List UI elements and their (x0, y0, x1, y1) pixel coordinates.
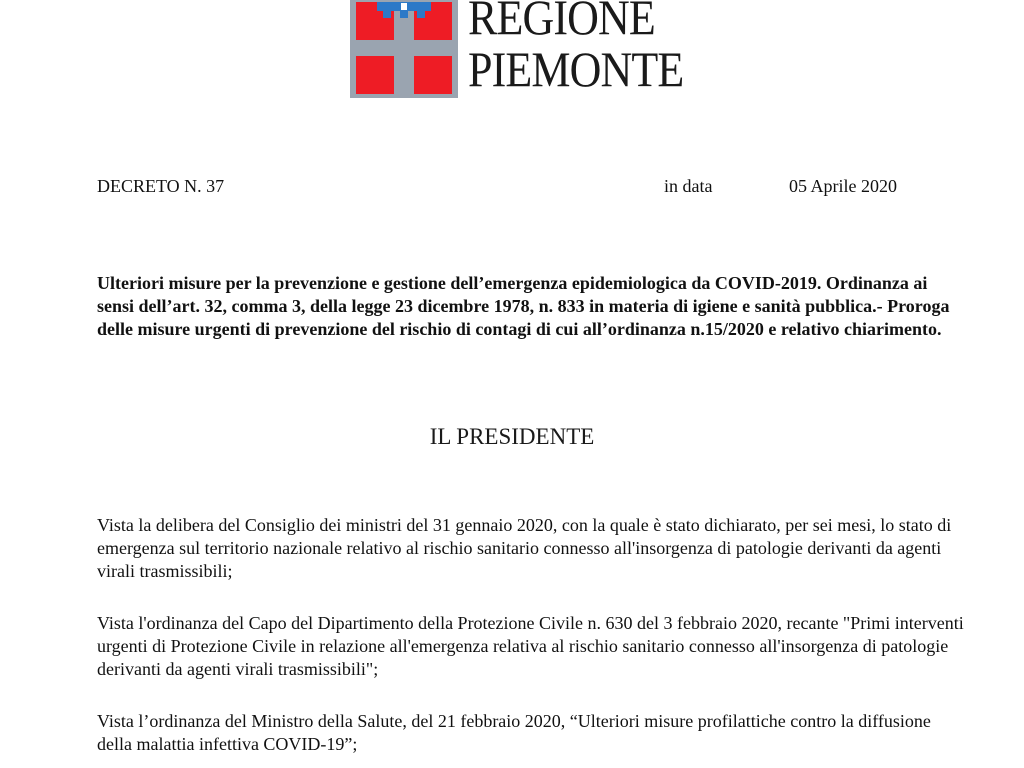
crest-icon (375, 0, 433, 20)
logo-line-piemonte: PIEMONTE (468, 41, 684, 97)
piemonte-emblem (350, 0, 458, 98)
decree-number: DECRETO N. 37 (97, 176, 225, 196)
paragraph-ordinanza-protezione-civile: Vista l'ordinanza del Capo del Dipartimento della Protezione Civile n. 630 del 3 febbraio 2020, recante "Primi interventi urgenti di Protezione Civile in relazione all'emergenza relativa al rischio sanitario connesso all'insorgenza di patologie derivanti da agenti virali trasmissibili"; (97, 613, 964, 679)
section-heading: IL PRESIDENTE (429, 424, 595, 449)
paragraph-ordinanza-ministro: Vista l’ordinanza del Ministro della Salute, del 21 febbraio 2020, “Ulteriori misure profilattiche contro la diffusione della malattia infettiva COVID-19”; (97, 711, 931, 754)
decree-header (97, 176, 927, 200)
emblem-square-bottom-left (356, 56, 394, 94)
decree-date: 05 Aprile 2020 (789, 176, 897, 196)
emblem-square-bottom-right (414, 56, 452, 94)
regione-piemonte-logo (350, 0, 706, 98)
decree-subject: Ulteriori misure per la prevenzione e gestione dell’emergenza epidemiologica da COVID-2019. Ordinanza ai sensi dell’art. 32, comma 3, della legge 23 dicembre 1978, n. 833 in materia di igiene e sanità pubblica.- Proroga delle misure urgenti di prevenzione del rischio di contagi di cui all’ordinanza n.15/2020 e relativo chiarimento. (97, 273, 950, 339)
paragraph-delibera: Vista la delibera del Consiglio dei ministri del 31 gennaio 2020, con la quale è stato dichiarato, per sei mesi, lo stato di emergenza sul territorio nazionale relativo al rischio sanitario connesso all'insorgenza di patologie derivanti da agenti virali trasmissibili; (97, 515, 952, 581)
logo-line-regione: REGIONE (468, 0, 655, 45)
date-label: in data (664, 176, 713, 196)
